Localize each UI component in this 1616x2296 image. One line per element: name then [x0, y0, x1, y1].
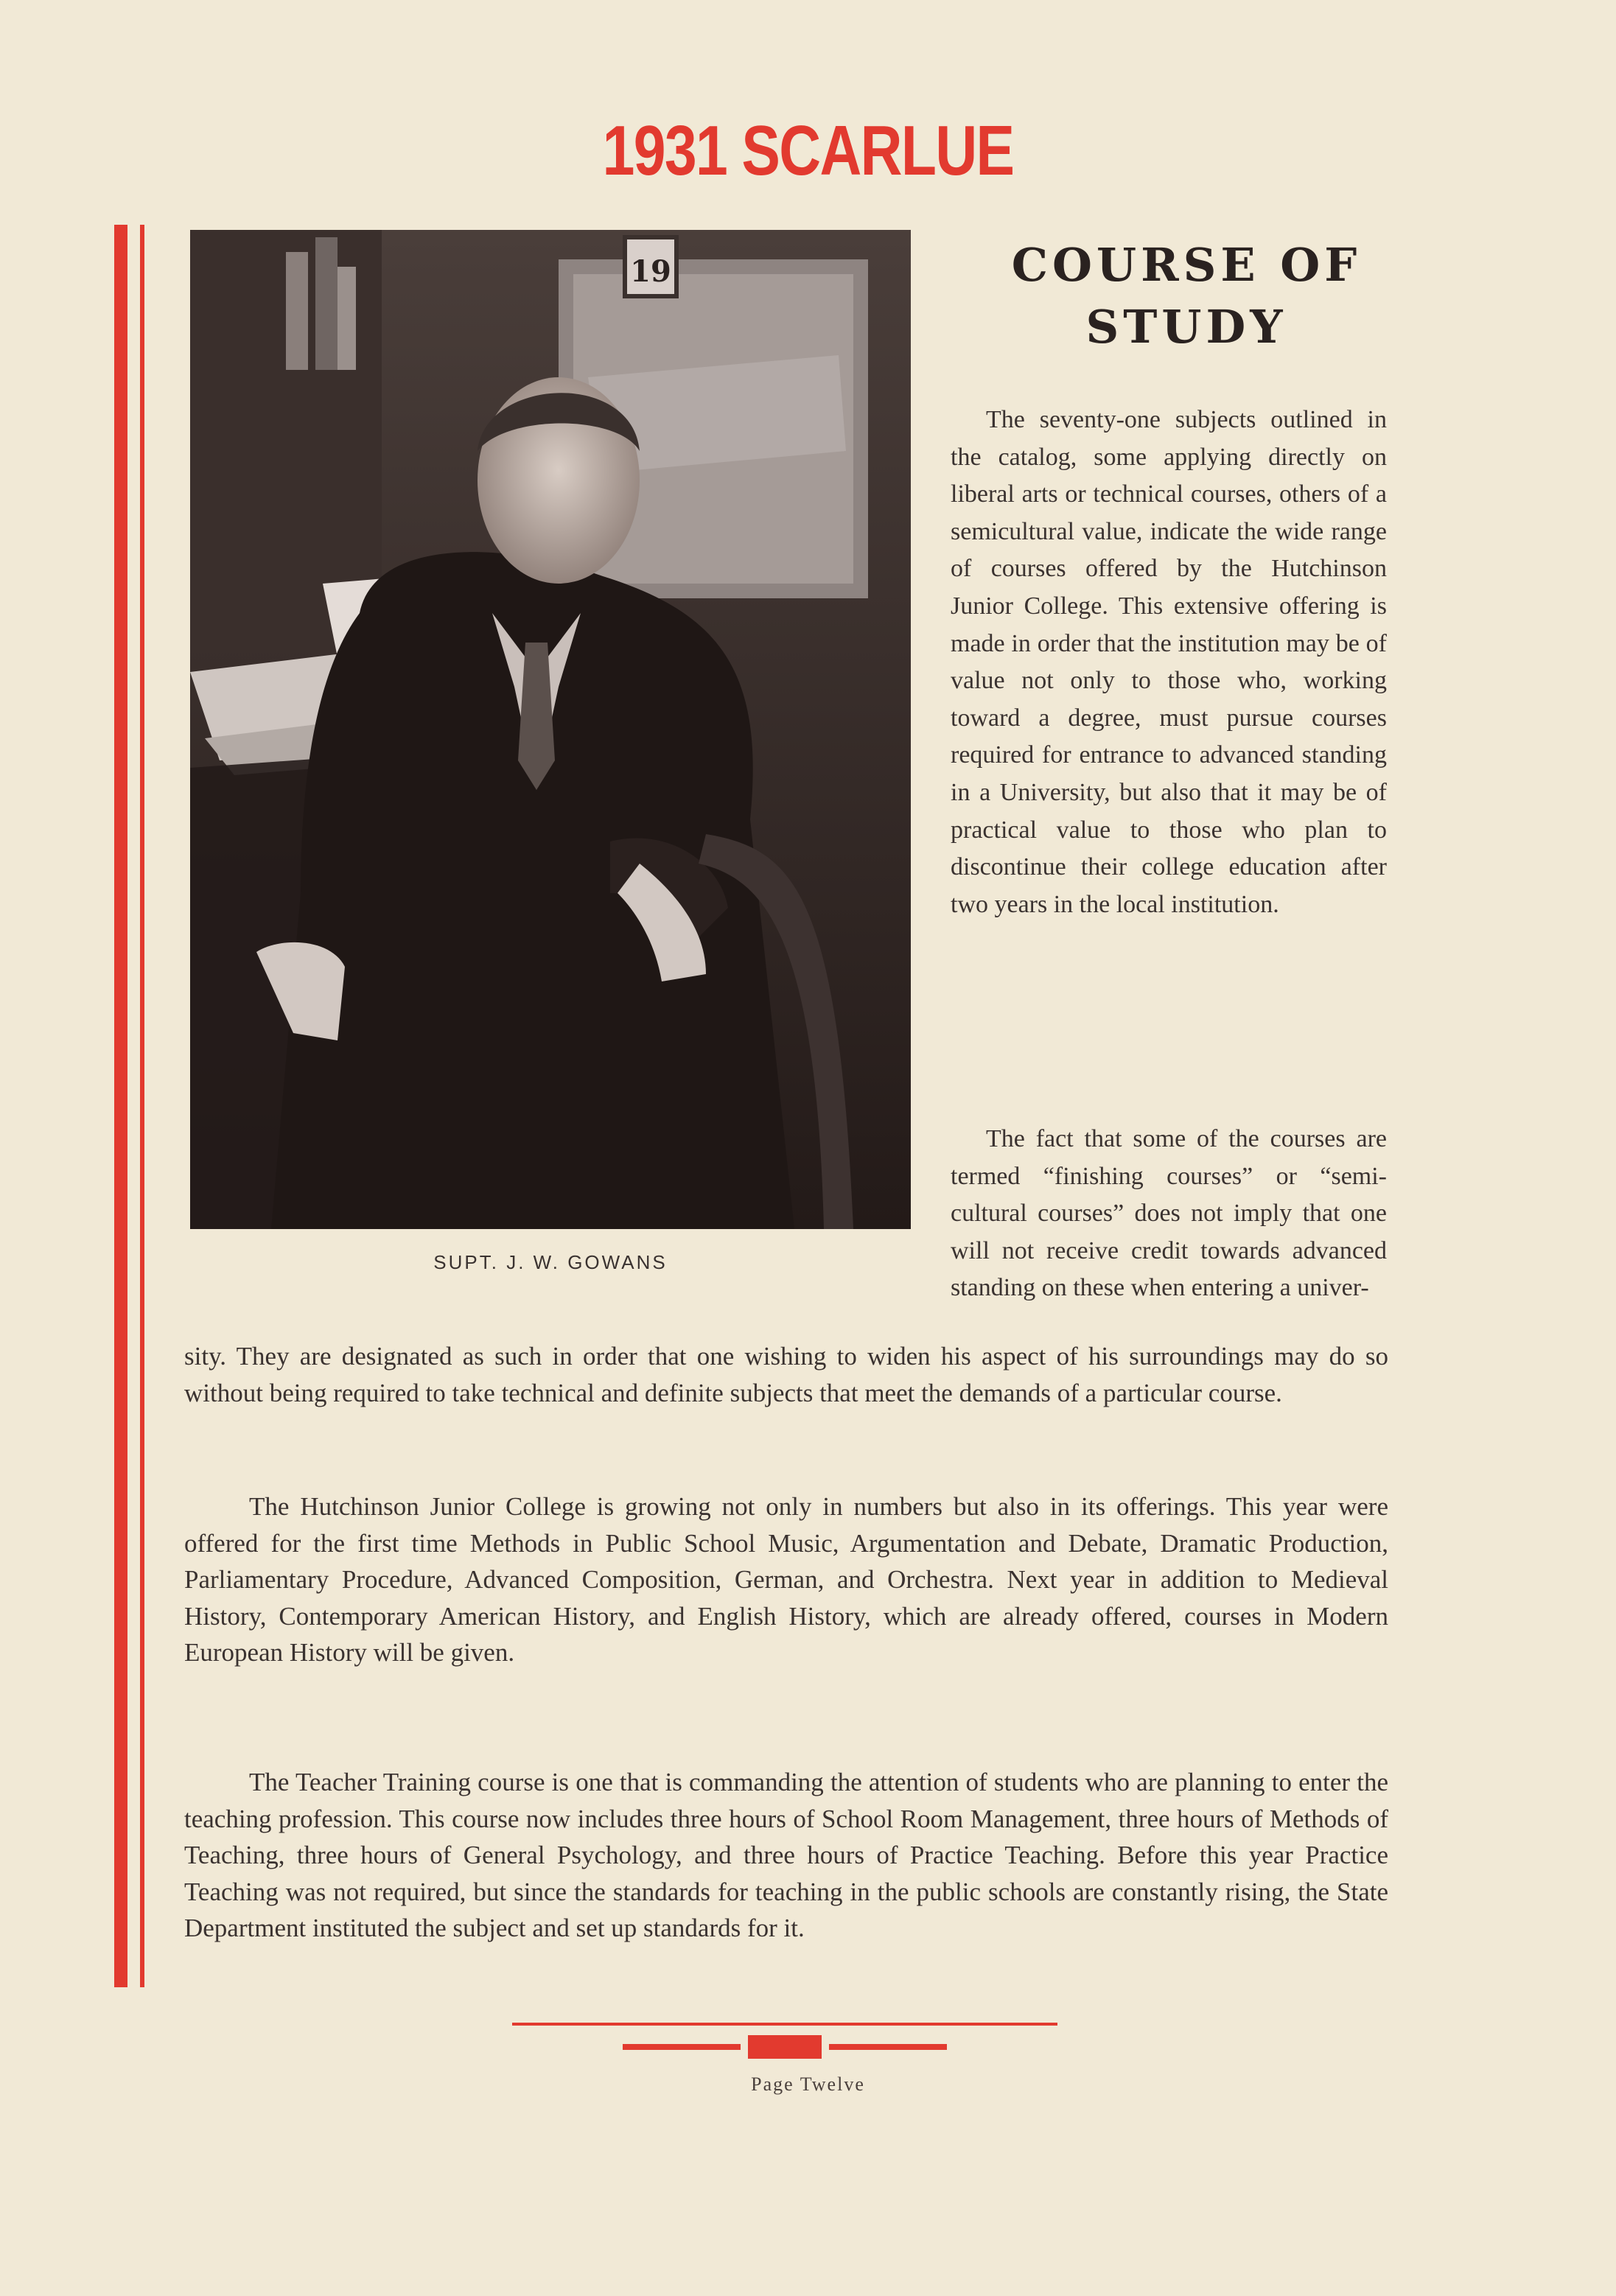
footer-ornament-right	[829, 2044, 947, 2050]
paragraph-3: The Hutchinson Junior College is growing not only in numbers but also in its offerings. This year were offered for the first time Methods in Public School Music, Argumentation and Debate, Dramatic Production, Parliamentary Procedure, Advanced Composition, German, and Orchestra. Next year in addition to Medieval History, Contemporary American History, and English History, which are already offered, courses in Modern European History will be given.	[184, 1492, 1388, 1667]
article-title	[951, 234, 1422, 358]
column-paragraph-1: The seventy-one subjects outlined in the catalog, some applying directly on liberal arts or technical courses, others of a semicultural value, indicate the wide range of courses offered by the Hutchinson Junior College. This extensive offering is made in order that the institution may be of value not only to those who, working toward a degree, must pursue courses required for entrance to advanced standing in a University, but also that it may be of practical value to those who plan to discontinue their college education after two years in the local institution.	[951, 406, 1387, 918]
left-red-rule-thick	[114, 225, 127, 1987]
page-number: Page Twelve	[751, 2073, 865, 2095]
portrait-photo	[190, 230, 911, 1229]
paragraph-2-continuation: sity. They are designated as such in order that one wishing to widen his aspect of his surroundings may do so without being required to take technical and definite subjects that meet the demands of a particular course.	[184, 1342, 1388, 1407]
paragraph-4: The Teacher Training course is one that is commanding the attention of students who are planning to enter the teaching profession. This course now includes three hours of School Room Management, three hours of Methods of Teaching, three hours of General Psychology, and three hours of Practice Teaching. Before this year Practice Teaching was not required, but since the standards for teaching in the public schools are constantly rising, the State Department instituted the subject and set up standards for it.	[184, 1768, 1388, 1943]
svg-text:19: 19	[630, 254, 671, 289]
article-title-line-1: COURSE OF	[1011, 238, 1362, 292]
page-header-title: 1931 SCARLUE	[602, 111, 1014, 190]
column-paragraph-2: The fact that some of the courses are termed “finishing courses” or “semi-cultural courses” does not imply that one will not receive credit towards advanced standing on these when entering a univer-	[951, 1125, 1387, 1302]
left-red-rule-thin	[140, 225, 144, 1987]
footer-ornament-left	[623, 2044, 741, 2050]
footer-ornament-center	[748, 2035, 822, 2059]
footer-rule	[512, 2023, 1057, 2026]
photo-caption: SUPT. J. W. GOWANS	[433, 1251, 668, 1273]
portrait-illustration	[190, 230, 911, 1229]
article-title-line-2: STUDY	[1085, 300, 1287, 354]
